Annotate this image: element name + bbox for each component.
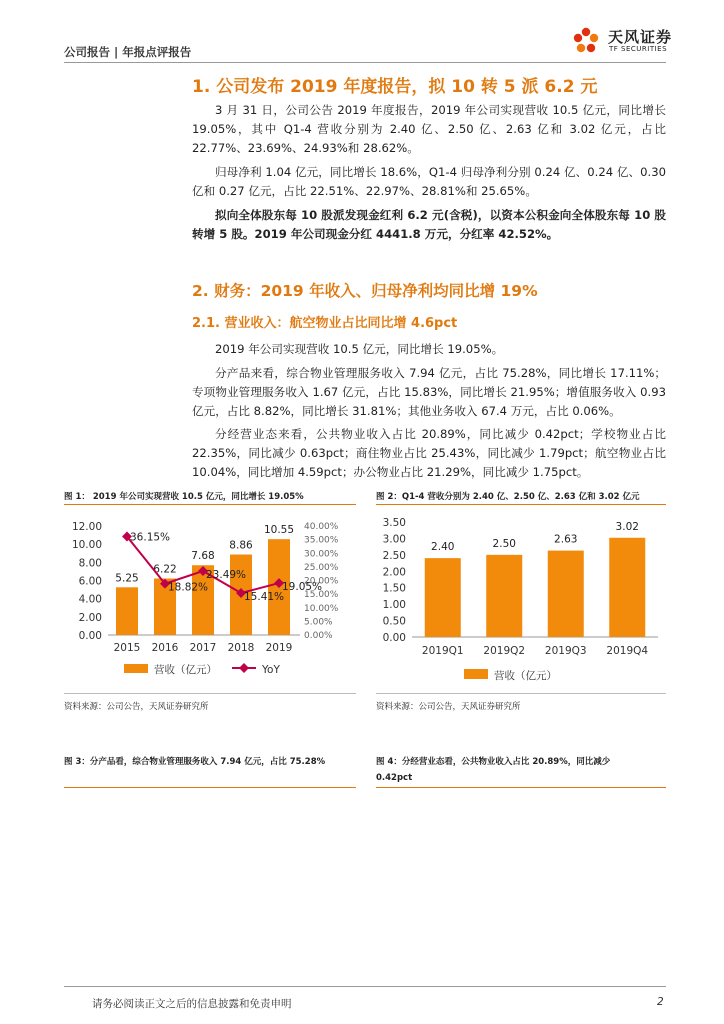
- yoy-value-label: 19.05%: [282, 581, 323, 594]
- figure-2-source: 资料来源：公司公告，天风证券研究所: [376, 702, 521, 712]
- yoy-value-label: 36.15%: [130, 531, 171, 544]
- section-1-title: 1. 公司发布 2019 年度报告，拟 10 转 5 派 6.2 元: [192, 77, 598, 97]
- legend-bar-swatch: [464, 669, 488, 679]
- section-2-paragraph-3: 分经营业态来看，公共物业收入占比 20.89%，同比减少 0.42pct；学校物业占比 22.35%，同比减少 0.63pct；商住物业占比 25.43%，同比减少 1.79pct；航空物业占比 10.04%，同比增加 4.59pct；办公物业占比 21.29%，同比减少 1.75pct。: [192, 427, 666, 479]
- bar-value-label: 6.22: [153, 563, 177, 576]
- footer-divider: [64, 986, 666, 987]
- bar: [548, 551, 584, 637]
- yoy-value-label: 23.49%: [206, 568, 247, 581]
- legend-line-label: YoY: [262, 664, 280, 676]
- x-tick-label: 2019: [265, 642, 293, 654]
- legend-bar-label: 营收（亿元）: [494, 670, 557, 682]
- figure-2-title: 图 2：Q1-4 营收分别为 2.40 亿、2.50 亿、2.63 亿和 3.02 亿元: [376, 492, 640, 502]
- y-tick-label: 0.00: [78, 630, 102, 642]
- section-1-paragraph-3: 拟向全体股东每 10 股派发现金红利 6.2 元(含税)，以资本公积金向全体股东每 10 股转增 5 股。2019 年公司现金分红 4441.8 万元，分红率 42.52%。: [192, 208, 666, 241]
- legend-bar-swatch: [124, 664, 148, 673]
- y2-tick-label: 40.00%: [304, 522, 339, 532]
- bar: [425, 558, 461, 637]
- x-tick-label: 2019Q1: [421, 645, 464, 657]
- section-1-paragraph-1: 3 月 31 日，公司公告 2019 年度报告，2019 年公司实现营收 10.5 亿元，同比增长 19.05%，其中 Q1-4 营收分别为 2.40 亿、2.50 亿、2.63 亿和 3.02 亿元，占比 22.77%、23.69%、24.93%和 28.62%。: [192, 103, 666, 155]
- figure-2-title-rule: [376, 504, 666, 505]
- y-tick-label: 3.50: [382, 517, 406, 529]
- brand-name-en: TF SECURITIES: [609, 45, 668, 53]
- y2-tick-label: 10.00%: [304, 603, 339, 614]
- x-tick-label: 2015: [113, 642, 141, 654]
- chart-2-plot: [383, 517, 658, 682]
- bar-value-label: 7.68: [191, 550, 215, 563]
- bar: [486, 555, 522, 637]
- y-tick-label: 2.00: [382, 566, 406, 579]
- figure-4-title: 图 4：分经营业态看，公共物业收入占比 20.89%，同比减少: [376, 757, 611, 767]
- y2-tick-label: 20.00%: [304, 576, 339, 587]
- y-tick-label: 0.50: [382, 615, 406, 628]
- bar-value-label: 2.50: [492, 537, 516, 550]
- figure-4-title-rule: [376, 787, 666, 788]
- y-tick-label: 4.00: [78, 593, 102, 606]
- chart-1: [64, 508, 356, 690]
- figure-3-title-rule: [64, 787, 356, 788]
- y2-tick-label: 30.00%: [304, 549, 339, 560]
- x-tick-label: 2017: [189, 642, 217, 654]
- bar-value-label: 10.55: [263, 524, 295, 537]
- section-2-title: 2. 财务：2019 年收入、归母净利均同比增 19%: [192, 282, 538, 300]
- bar-value-label: 8.86: [229, 539, 253, 552]
- footer-disclaimer: 请务必阅读正文之后的信息披露和免责申明: [92, 998, 292, 1010]
- y2-tick-label: 35.00%: [304, 535, 339, 546]
- header-divider: [64, 62, 666, 63]
- y-tick-label: 6.00: [78, 575, 102, 588]
- section-2-paragraph-1: 2019 年公司实现营收 10.5 亿元，同比增长 19.05%。: [215, 342, 504, 356]
- chart-1-plot: [72, 521, 339, 676]
- y-tick-label: 8.00: [78, 557, 102, 570]
- figure-2-bottom-rule: [376, 693, 666, 694]
- bar: [609, 538, 645, 637]
- yoy-value-label: 18.82%: [168, 581, 209, 594]
- figure-3-title: 图 3：分产品看，综合物业管理服务收入 7.94 亿元，占比 75.28%: [64, 757, 326, 767]
- section-2-1-title: 2.1. 营业收入：航空物业占比同比增 4.6pct: [192, 316, 458, 331]
- figure-1-source: 资料来源：公司公告，天风证券研究所: [64, 702, 209, 712]
- bar-value-label: 3.02: [615, 520, 639, 533]
- y-tick-label: 10.00: [71, 539, 102, 552]
- bar: [116, 587, 138, 635]
- header-report-type: 公司报告 | 年报点评报告: [64, 45, 192, 59]
- y-tick-label: 2.50: [382, 549, 406, 562]
- y2-tick-label: 5.00%: [304, 617, 333, 628]
- legend-bar-label: 营收（亿元）: [154, 664, 217, 676]
- bar-value-label: 5.25: [115, 572, 139, 585]
- y-tick-label: 12.00: [71, 521, 102, 533]
- figure-1-title: 图 1： 2019 年公司实现营收 10.5 亿元，同比增长 19.05%: [64, 492, 304, 502]
- y-tick-label: 1.00: [382, 599, 406, 612]
- figure-1-title-rule: [64, 504, 356, 505]
- y-tick-label: 3.00: [382, 533, 406, 546]
- page-number: 2: [657, 996, 664, 1008]
- y2-tick-label: 0.00%: [304, 631, 333, 641]
- figure-1-bottom-rule: [64, 693, 356, 694]
- x-tick-label: 2018: [227, 642, 255, 654]
- y-tick-label: 2.00: [78, 611, 102, 624]
- section-2-paragraph-2: 分产品来看，综合物业管理服务收入 7.94 亿元，占比 75.28%，同比增长 17.11%；专项物业管理服务收入 1.67 亿元，占比 15.83%，同比增长 21.95%；增值服务收入 0.93 亿元，占比 8.82%，同比增长 31.81%；其他业务收入 67.4 万元，占比 0.06%。: [192, 366, 666, 418]
- x-tick-label: 2016: [151, 642, 179, 654]
- bar-value-label: 2.63: [554, 533, 578, 546]
- chart-2: [376, 508, 666, 690]
- y2-tick-label: 25.00%: [304, 562, 339, 573]
- brand-name-cn: 天风证券: [608, 28, 673, 46]
- x-tick-label: 2019Q3: [544, 645, 587, 657]
- y2-tick-label: 15.00%: [304, 590, 339, 601]
- y-tick-label: 0.00: [382, 632, 406, 644]
- section-1-paragraph-2: 归母净利 1.04 亿元，同比增长 18.6%，Q1-4 归母净利分别 0.24 亿、0.24 亿、0.30 亿和 0.27 亿元，占比 22.51%、22.97%、28.81%和 25.65%。: [192, 165, 666, 198]
- x-tick-label: 2019Q4: [606, 645, 649, 657]
- x-tick-label: 2019Q2: [483, 645, 526, 657]
- figure-4-title-line2: 0.42pct: [376, 773, 413, 783]
- flower-icon: [574, 28, 598, 52]
- bar-value-label: 2.40: [431, 541, 455, 554]
- legend-line-marker: [239, 663, 249, 673]
- yoy-value-label: 15.41%: [244, 591, 285, 604]
- y-tick-label: 1.50: [382, 582, 406, 595]
